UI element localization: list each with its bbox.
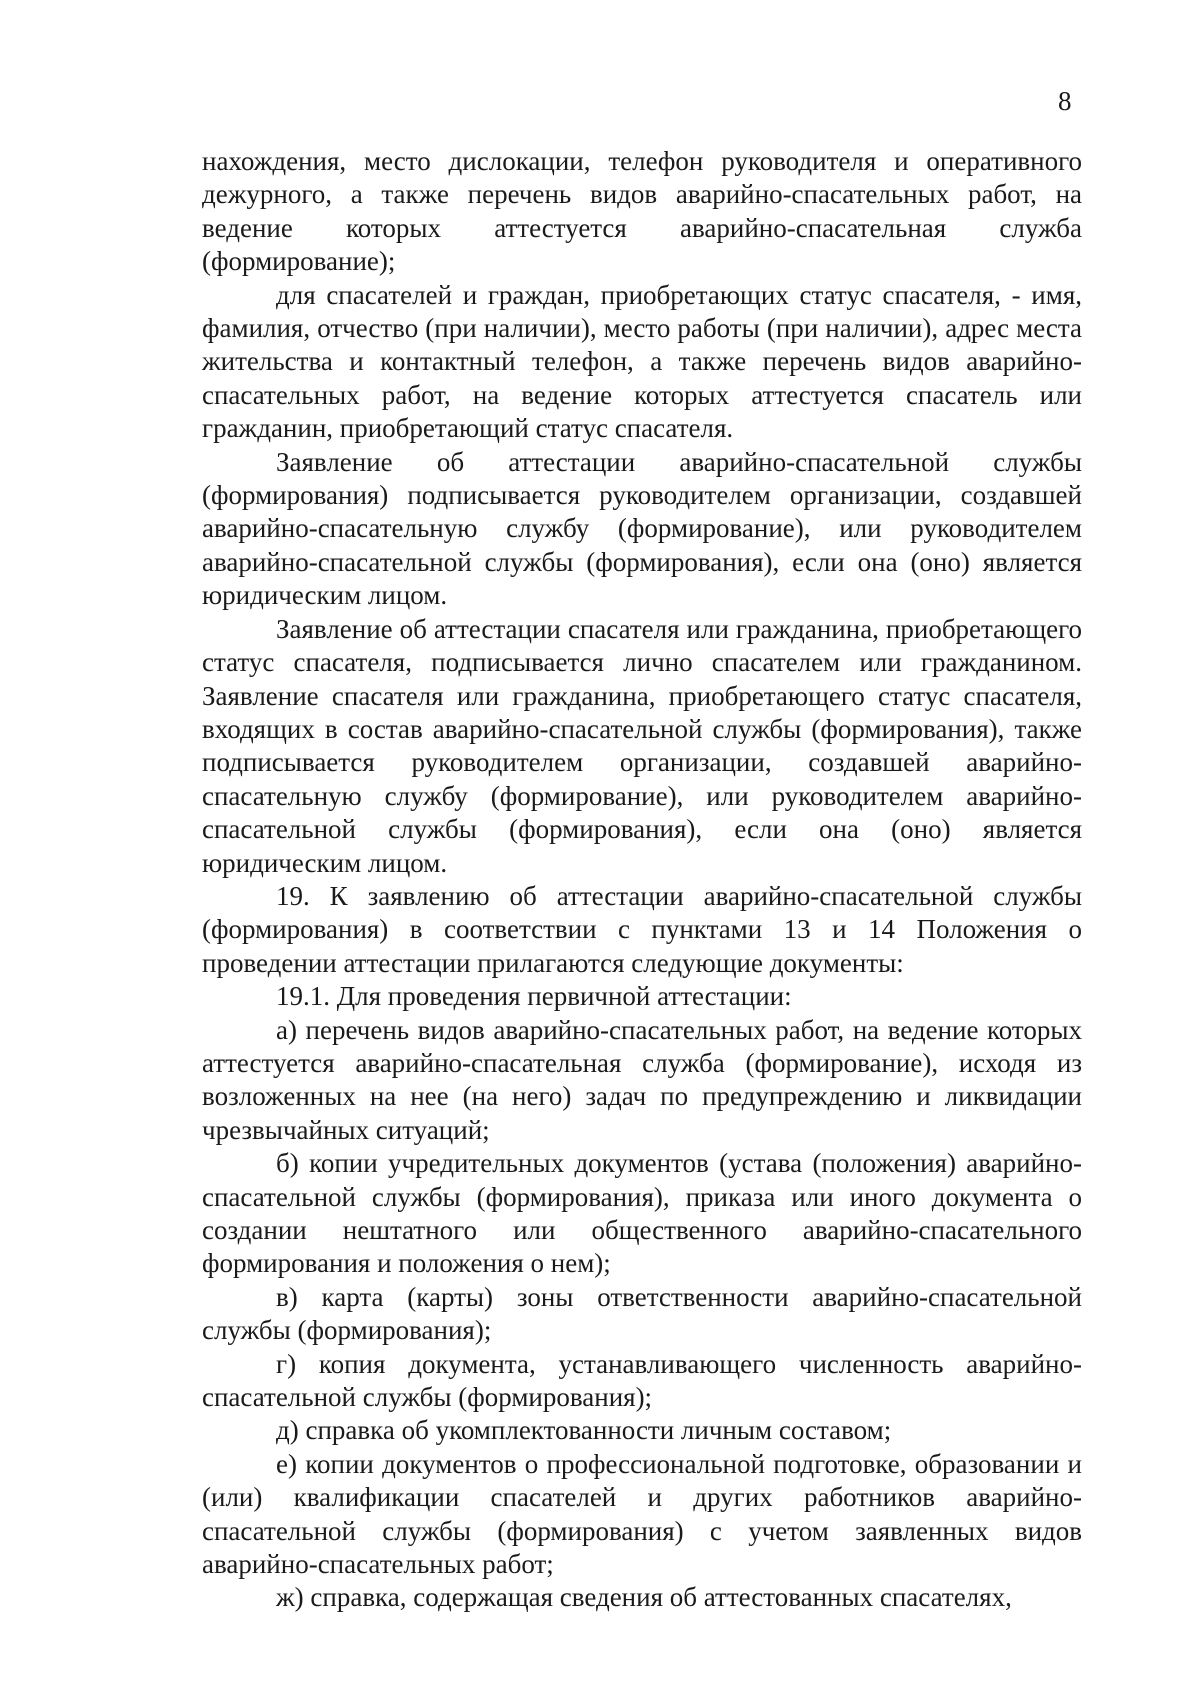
list-item-a: а) перечень видов аварийно-спасательных работ, на ведение которых аттестуется аварийно-спасательная служба (формирование), исходя из возложенных на нее (на него) задач по предупреждению и ликвидации чрезвычайных ситуаций; bbox=[202, 1014, 1082, 1145]
list-item-b: б) копии учредительных документов (устава (положения) аварийно-спасательной службы (формирования), приказа или иного документа о создании нештатного или общественного аварийно-спасательного формирования и положения о нем); bbox=[202, 1148, 1082, 1279]
list-item-e: е) копии документов о профессиональной подготовке, образовании и (или) квалификации спасателей и других работников аварийно-спасательной службы (формирования) с учетом заявленных видов аварийно-спасательных работ; bbox=[202, 1448, 1082, 1580]
paragraph-continuation: нахождения, место дислокации, телефон руководителя и оперативного дежурного, а также перечень видов аварийно-спасательных работ, на ведение которых аттестуется аварийно-спасательная служба (формирование); bbox=[202, 146, 1082, 277]
paragraph-item-19: 19. К заявлению об аттестации аварийно-спасательной службы (формирования) в соответствии с пунктами 13 и 14 Положения о проведении аттестации прилагаются следующие документы: bbox=[202, 880, 1082, 978]
paragraph-service-application-signature: Заявление об аттестации аварийно-спасательной службы (формирования) подписывается руководителем организации, создавшей аварийно-спасательную службу (формирование), или руководителем аварийно-спасательной службы (формирования), если она (оно) является юридическим лицом. bbox=[202, 446, 1082, 611]
list-item-g: г) копия документа, устанавливающего численность аварийно-спасательной службы (формирования); bbox=[202, 1348, 1082, 1413]
paragraph-rescuers-data: для спасателей и граждан, приобретающих статус спасателя, - имя, фамилия, отчество (при наличии), место работы (при наличии), адрес места жительства и контактный телефон, а также перечень видов аварийно-спасательных работ, на ведение которых аттестуется спасатель или гражданин, приобретающий статус спасателя. bbox=[202, 279, 1082, 444]
paragraph-item-19-1: 19.1. Для проведения первичной аттестации: bbox=[276, 981, 792, 1012]
list-item-zh: ж) справка, содержащая сведения об аттестованных спасателях, bbox=[276, 1582, 1012, 1613]
page-number: 8 bbox=[1058, 86, 1072, 116]
paragraph-rescuer-application-signature: Заявление об аттестации спасателя или гражданина, приобретающего статус спасателя, подписывается лично спасателем или гражданином. Заявление спасателя или гражданина, приобретающего статус спасателя, входящих в состав аварийно-спасательной службы (формирования), также подписывается руководителем организации, создавшей аварийно-спасательную службу (формирование), или руководителем аварийно-спасательной службы (формирования), если она (оно) является юридическим лицом. bbox=[202, 613, 1082, 878]
list-item-d: д) справка об укомплектованности личным составом; bbox=[276, 1415, 892, 1446]
document-body bbox=[202, 145, 1082, 1615]
list-item-v: в) карта (карты) зоны ответственности аварийно-спасательной службы (формирования); bbox=[202, 1281, 1082, 1346]
